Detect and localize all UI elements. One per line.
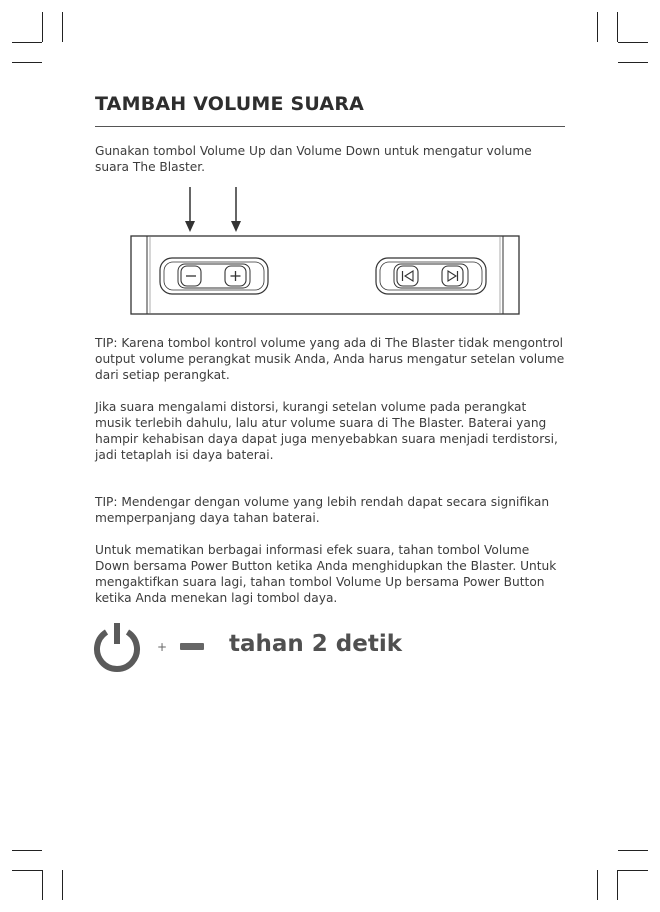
hold-duration-text: tahan 2 detik (229, 631, 403, 657)
plus-icon (225, 266, 246, 286)
crop-mark (597, 12, 598, 42)
tip-paragraph: TIP: Karena tombol kontrol volume yang ada di The Blaster tidak mengontrol output volume perangkat musik Anda, Anda harus mengatur setelan volume dari setiap perangkat. (95, 336, 565, 382)
crop-mark (618, 850, 648, 851)
volume-button-pad (160, 258, 268, 294)
crop-mark (12, 850, 42, 851)
crop-mark (12, 42, 42, 43)
track-button-pad (376, 258, 486, 294)
crop-mark (617, 870, 618, 900)
crop-mark (618, 42, 648, 43)
page-title: TAMBAH VOLUME SUARA (95, 93, 365, 115)
crop-mark (12, 62, 42, 63)
crop-mark (62, 12, 63, 42)
button-combo (93, 620, 413, 676)
crop-mark (62, 870, 63, 900)
title-divider (95, 126, 565, 127)
battery-tip-paragraph: TIP: Mendengar dengan volume yang lebih rendah dapat secara signifikan memperpanjang daya tahan baterai. (95, 495, 550, 525)
plus-sign: + (157, 640, 168, 654)
crop-mark (42, 870, 43, 900)
minus-icon (181, 266, 201, 286)
previous-track-icon (397, 266, 418, 286)
crop-mark (617, 12, 618, 42)
minus-icon (180, 643, 204, 650)
volume-arrows (185, 187, 241, 232)
play-next-icon (442, 266, 463, 286)
crop-mark (42, 12, 43, 42)
crop-mark (618, 870, 648, 871)
crop-mark (597, 870, 598, 900)
crop-mark (618, 62, 648, 63)
crop-mark (12, 870, 42, 871)
mute-instructions-paragraph: Untuk mematikan berbagai informasi efek suara, tahan tombol Volume Down bersama Power Button ketika Anda menghidupkan the Blaster. Untuk mengaktifkan suara lagi, tahan tombol Volume Up bersama Power Button ketika Anda menekan lagi tombol daya. (95, 543, 557, 605)
blaster-illustration (130, 185, 520, 315)
intro-paragraph: Gunakan tombol Volume Up dan Volume Down untuk mengatur volume suara The Blaster. (95, 144, 532, 174)
distortion-paragraph: Jika suara mengalami distorsi, kurangi setelan volume pada perangkat musik terlebih dahulu, lalu atur volume suara di The Blaster. Baterai yang hampir kehabisan daya dapat juga menyebabkan suara menjadi terdistorsi, jadi tetaplah isi daya baterai. (95, 400, 558, 462)
device-top-view (130, 185, 520, 315)
power-icon (93, 620, 141, 676)
